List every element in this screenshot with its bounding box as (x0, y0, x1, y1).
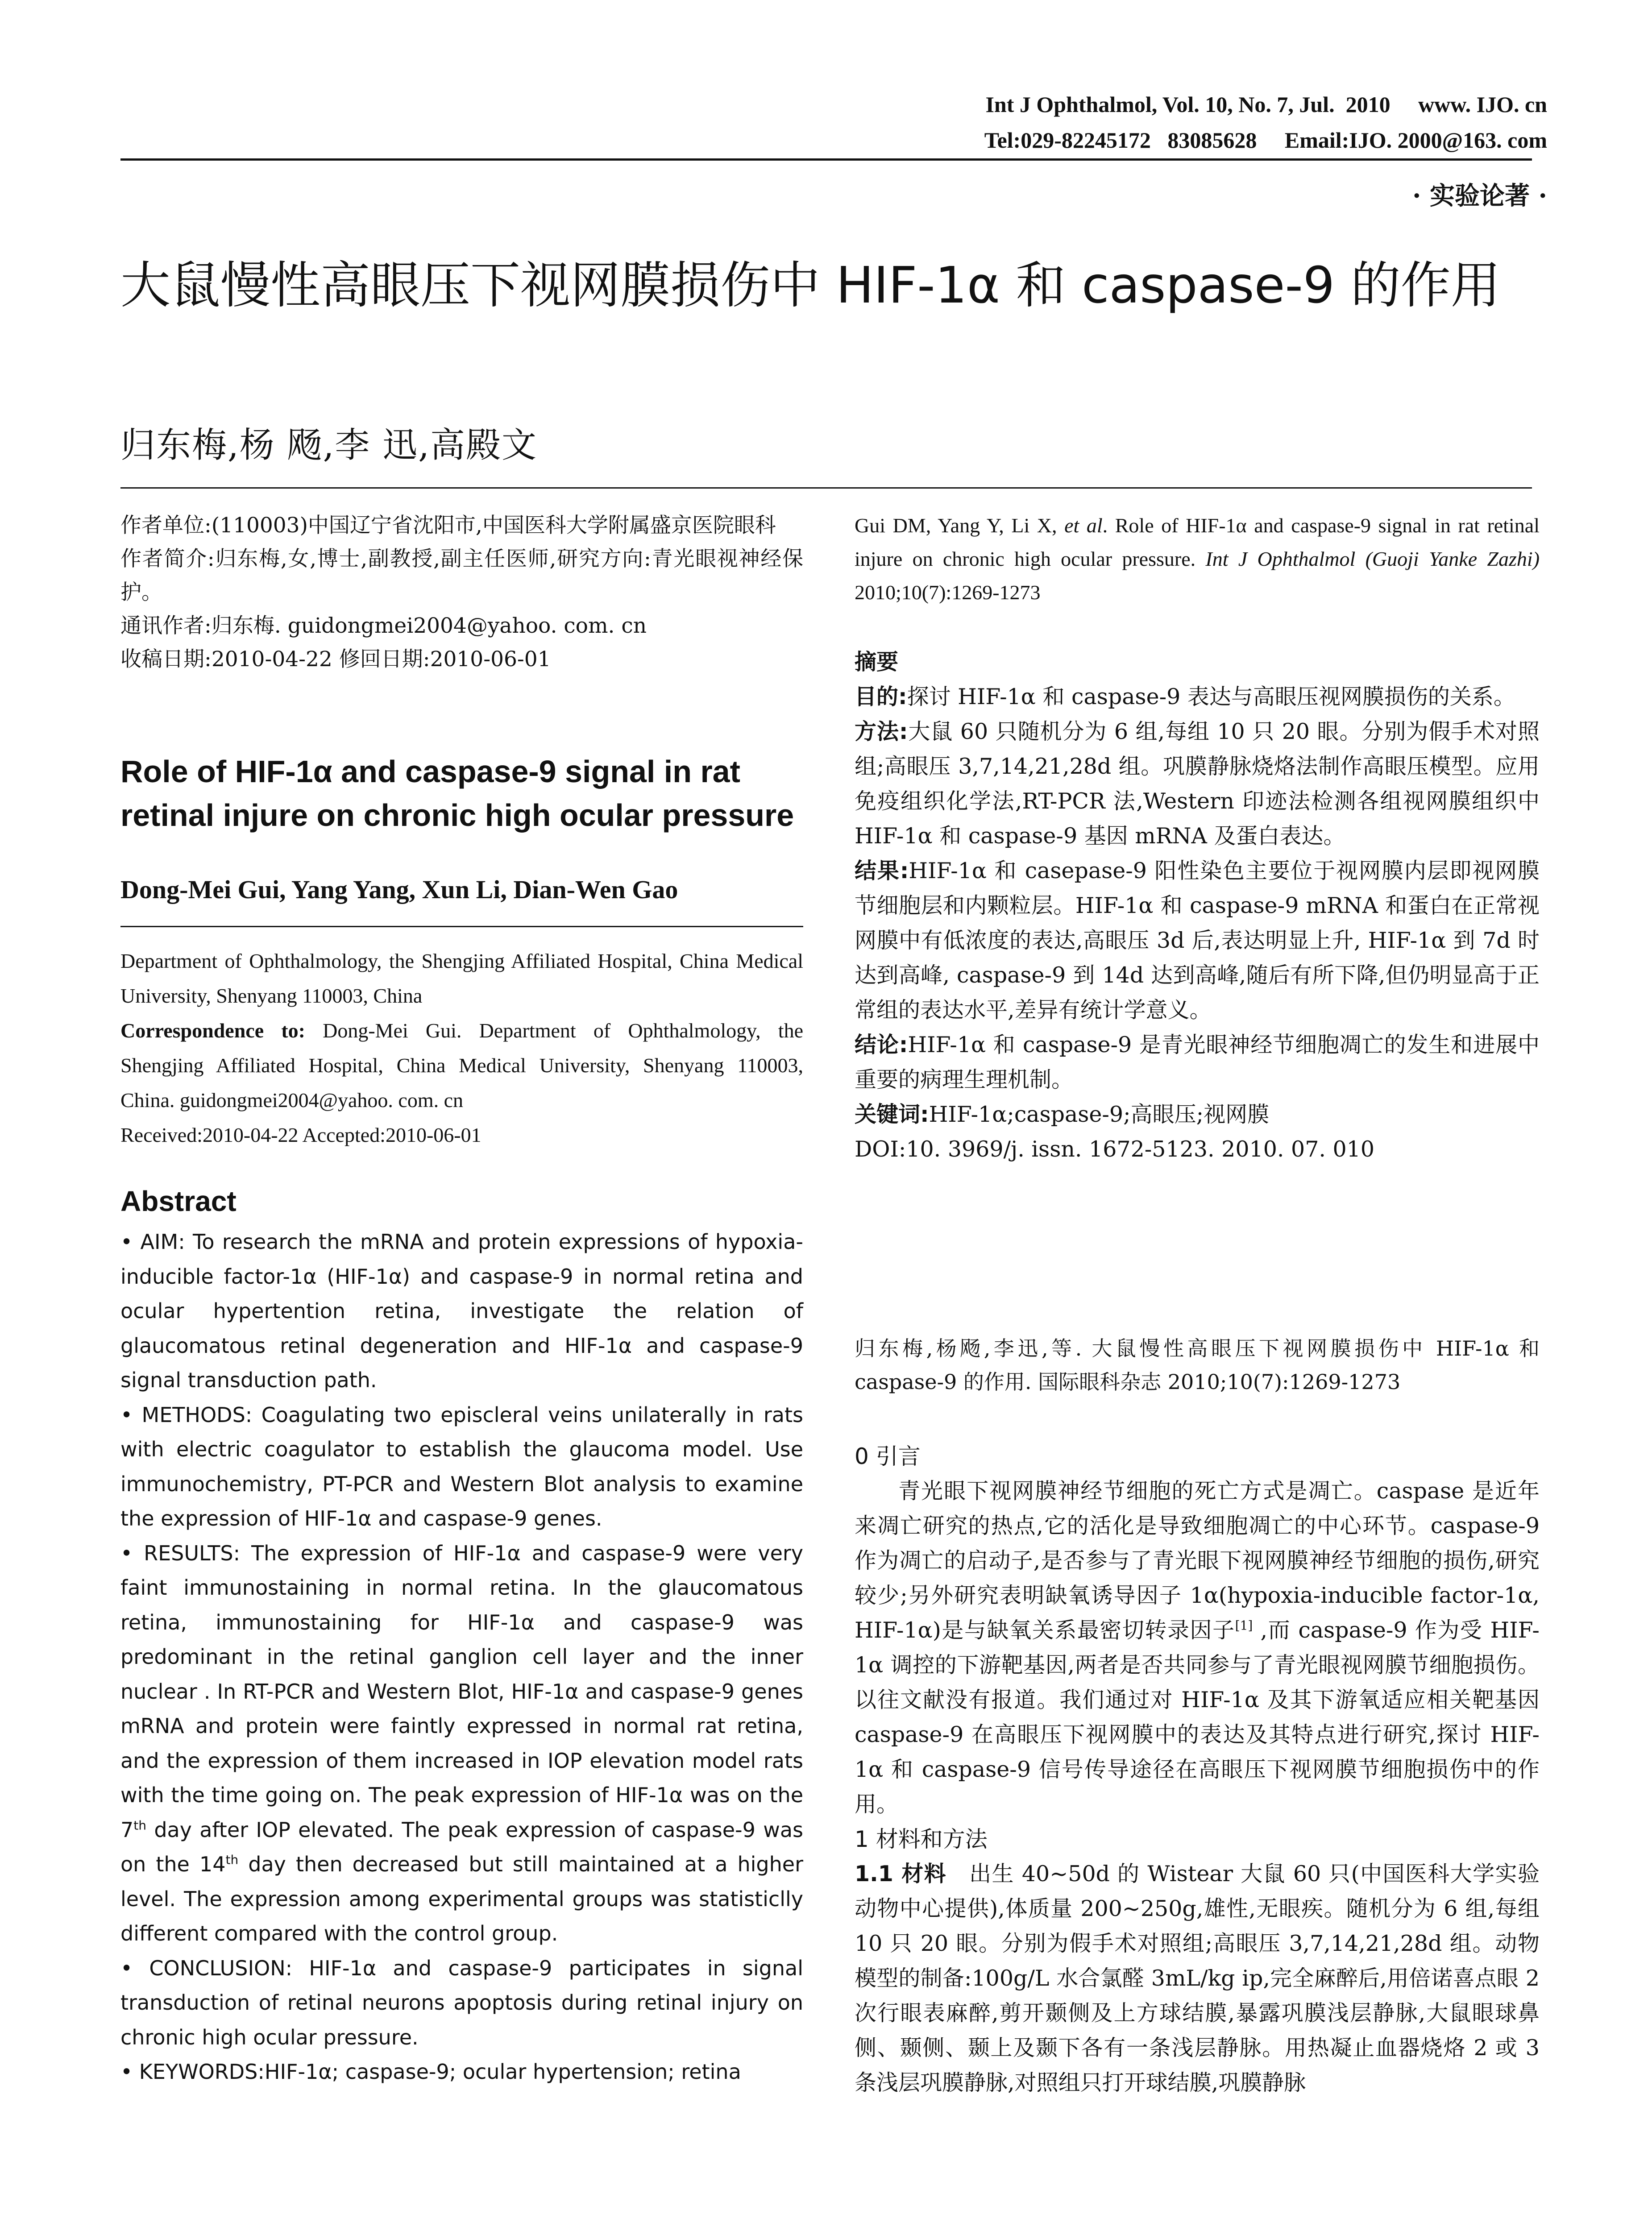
english-citation: Gui DM, Yang Y, Li X, et al. Role of HIF-1α and caspase-9 signal in rat retinal injure on chronic high ocular pressure. Int J Ophthalmol (Guoji Yanke Zazhi) 2010;10(7):1269-1273 (855, 514, 1540, 604)
chinese-aim: 目的:探讨 HIF-1α 和 caspase-9 表达与高眼压视网膜损伤的关系。 (855, 684, 1515, 709)
methods-heading: 1 材料和方法 (855, 1826, 988, 1852)
english-dates: Received:2010-04-22 Accepted:2010-06-01 (120, 1124, 481, 1146)
introduction (855, 1439, 1540, 2100)
intro-heading: 0 引言 (855, 1443, 921, 1469)
department: Department of Ophthalmology, the Shengjing Affiliated Hospital, China Medical University, Shenyang 110003, China (120, 950, 803, 1007)
et-al: et al (1064, 514, 1103, 537)
chinese-citation: 归东梅,杨飏,李迅,等. 大鼠慢性高眼压下视网膜损伤中 HIF-1α 和 caspase-9 的作用. 国际眼科杂志 2010;10(7):1269-1273 (855, 1336, 1540, 1394)
correspondence-label: Correspondence to: (120, 1019, 305, 1042)
title-rule (120, 487, 1532, 489)
author-info (120, 509, 803, 676)
author-list: 归东梅,杨 飏,李 迅,高殿文 (120, 425, 537, 465)
abstract-body (120, 1225, 803, 2090)
abstract-results: • RESULTS: The expression of HIF-1α and caspase-9 were very faint immunostaining in normal retina. In the glaucomatous retina, immunostaining for HIF-1α and caspase-9 was predominant in the retinal ganglion cell layer and the inner nuclear . In RT-PCR and Western Blot, HIF-1α and caspase-9 genes mRNA and protein were faintly expressed in normal rat retina, and the expression of them increased in IOP elevation model rats with the time going on. The peak expression of HIF-1α was on the 7th day after IOP elevated. The peak expression of caspase-9 was on the 14th day then decreased but still maintained at a higher level. The expression among experimental groups was statisticlly different compared with the control group. (120, 1541, 803, 1945)
citation-journal: Int J Ophthalmol (Guoji Yanke Zazhi) (1205, 547, 1540, 570)
journal-citation: Int J Ophthalmol, Vol. 10, No. 7, Jul. 2010 (985, 92, 1391, 117)
author-bio: 作者简介:归东梅,女,博士,副教授,副主任医师,研究方向:青光眼视神经保护。 (120, 547, 803, 605)
english-authors: Dong-Mei Gui, Yang Yang, Xun Li, Dian-Wen Gao (120, 875, 678, 904)
correspondence (120, 1013, 803, 1118)
correspondence-text: Dong-Mei Gui. Department of Ophthalmology, the Shengjing Affiliated Hospital, China Medical University, Shenyang 110003, China. guidongmei2004@yahoo. com. cn (120, 1019, 803, 1111)
chinese-abstract-heading: 摘要 (855, 649, 899, 675)
abstract-methods: • METHODS: Coagulating two episcleral veins unilaterally in rats with electric coagulator to establish the glaucoma model. Use immunochemistry, PT-PCR and Western Blot analysis to examine the expression of HIF-1α and caspase-9 genes. (120, 1402, 803, 1530)
chinese-conclusion: 结论:HIF-1α 和 caspase-9 是青光眼神经节细胞凋亡的发生和进展中重要的病理生理机制。 (855, 1032, 1540, 1092)
materials-label: 1.1 材料 (855, 1861, 947, 1887)
running-header-line1 (985, 91, 1547, 117)
article-title: 大鼠慢性高眼压下视网膜损伤中 HIF-1α 和 caspase-9 的作用 (120, 257, 1501, 315)
journal-email: Email:IJO. 2000@163. com (1284, 128, 1547, 153)
english-authors-rule (120, 926, 803, 927)
english-title: Role of HIF-1α and caspase-9 signal in rat retinal injure on chronic high ocular pressure (120, 754, 794, 833)
materials-paragraph: 1.1 材料 出生 40~50d 的 Wistear 大鼠 60 只(中国医科大学实验动物中心提供),体质量 200~250g,雄性,无眼疾。随机分为 6 组,每组 10 只 20 眼。分别为假手术对照组;高眼压 3,7,14,21,28d 组。动物模型的制备:100g/L 水合氯醛 3mL/kg ip,完全麻醉后,用倍诺喜点眼 2 次行眼表麻醉,剪开颞侧及上方球结膜,暴露巩膜浅层静脉,大鼠眼球鼻侧、颞侧、颞上及颞下各有一条浅层静脉。用热凝止血器烧烙 2 或 3 条浅层巩膜静脉,对照组只打开球结膜,巩膜静脉 (855, 1861, 1540, 2095)
chinese-abstract (855, 645, 1540, 1167)
abstract-keywords: • KEYWORDS:HIF-1α; caspase-9; ocular hypertension; retina (120, 2060, 741, 2084)
doi: DOI:10. 3969/j. issn. 1672-5123. 2010. 07. 010 (855, 1136, 1375, 1162)
abstract-heading: Abstract (120, 1185, 237, 1217)
abstract-conclusion: • CONCLUSION: HIF-1α and caspase-9 participates in signal transduction of retinal neurons apoptosis during retinal injury on chronic high ocular pressure. (120, 1956, 803, 2049)
intro-paragraph: 青光眼下视网膜神经节细胞的死亡方式是凋亡。caspase 是近年来凋亡研究的热点,它的活化是导致细胞凋亡的中心环节。caspase-9 作为凋亡的启动子,是否参与了青光眼下视网膜神经节细胞的损伤,研究较少;另外研究表明缺氧诱导因子 1α(hypoxia-inducible factor-1α, HIF-1α)是与缺氧关系最密切转录因子[1] ,而 caspase-9 作为受 HIF-1α 调控的下游靶基因,两者是否共同参与了青光眼视网膜节细胞损伤。以往文献没有报道。我们通过对 HIF-1α 及其下游氧适应相关靶基因 caspase-9 在高眼压下视网膜中的表达及其特点进行研究,探讨 HIF-1α 和 caspase-9 信号传导途径在高眼压下视网膜节细胞损伤中的作用。 (855, 1478, 1540, 1817)
chinese-methods: 方法:大鼠 60 只随机分为 6 组,每组 10 只 20 眼。分别为假手术对照组;高眼压 3,7,14,21,28d 组。巩膜静脉烧烙法制作高眼压模型。应用免疫组织化学法,RT-PCR 法,Western 印迹法检测各组视网膜组织中 HIF-1α 和 caspase-9 基因 mRNA 及蛋白表达。 (855, 719, 1540, 849)
chinese-keywords: 关键词:HIF-1α;caspase-9;高眼压;视网膜 (855, 1102, 1270, 1127)
journal-tel: Tel:029-82245172 83085628 (984, 128, 1257, 153)
header-rule (120, 158, 1532, 161)
journal-url: www. IJO. cn (1418, 92, 1547, 117)
chinese-results: 结果:HIF-1α 和 casepase-9 阳性染色主要位于视网膜内层即视网膜节细胞层和内颗粒层。HIF-1α 和 caspase-9 mRNA 和蛋白在正常视网膜中有低浓度的表达,高眼压 3d 后,表达明显上升, HIF-1α 到 7d 时达到高峰, caspase-9 到 14d 达到高峰,随后有所下降,但仍明显高于正常组的表达水平,差异有统计学意义。 (855, 858, 1540, 1023)
english-affiliation (120, 944, 803, 1153)
running-header-line2 (984, 127, 1547, 153)
author-unit: 作者单位:(110003)中国辽宁省沈阳市,中国医科大学附属盛京医院眼科 (120, 513, 776, 538)
section-tag: · 实验论著 · (1412, 181, 1547, 211)
reference-1: [1] (1235, 1618, 1253, 1633)
corresponding-author: 通讯作者:归东梅. guidongmei2004@yahoo. com. cn (120, 614, 647, 638)
received-dates: 收稿日期:2010-04-22 修回日期:2010-06-01 (120, 647, 551, 672)
abstract-aim: • AIM: To research the mRNA and protein expressions of hypoxia-inducible factor-1α (HIF-1α) and caspase-9 in normal retina and ocular hypertention retina, investigate the relation of glaucomatous retinal degeneration and HIF-1α and caspase-9 signal transduction path. (120, 1230, 803, 1392)
